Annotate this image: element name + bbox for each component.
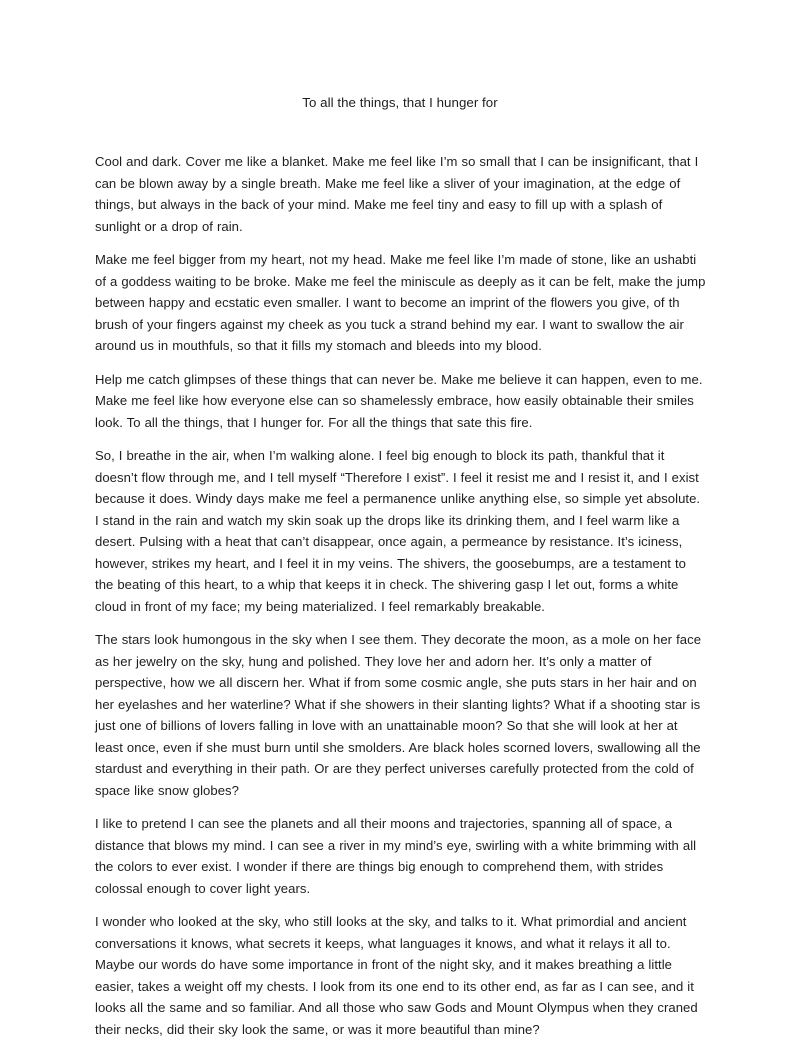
paragraph-7: I wonder who looked at the sky, who still looks at the sky, and talks to it. What primordial and ancient conversations it knows, what secrets it keeps, what languages it knows, and what it relays it all to. Maybe our words do have some importance in front of the night sky, and it makes breathing a little easier, takes a weight off my chests. I look from its one end to its other end, as far as I can see, and it looks all the same and so familiar. And all those who saw Gods and Mount Olympus when they craned their necks, did their sky look the same, or was it more beautiful than mine? xyxy=(95,914,698,1037)
paragraph-3: Help me catch glimpses of these things that can never be. Make me believe it can happen, even to me. Make me feel like how everyone else can so shamelessly embrace, how easily obtainable their smiles look. To all the things, that I hunger for. For all the things that sate this fire. xyxy=(95,371,703,430)
paragraph-2: Make me feel bigger from my heart, not my head. Make me feel like I’m made of stone, like an ushabti of a goddess waiting to be broke. Make me feel the miniscule as deeply as it can be felt, make the jump between happy and ecstatic even smaller. I want to become an imprint of the flowers you give, of th brush of your fingers against my cheek as you tuck a strand behind my ear. I want to swallow the air around us in mouthfuls, so that it fills my stomach and bleeds into my blood. xyxy=(95,252,706,353)
paragraph-5: The stars look humongous in the sky when I see them. They decorate the moon, as a mole on her face as her jewelry on the sky, hung and polished. They love her and adorn her. It’s only a matter of perspective, how we all discern her. What if from some cosmic angle, she puts stars in her hair and on her eyelashes and her waterline? What if she showers in their slanting lights? What if a shooting star is just one of billions of lovers falling in love with an unattainable moon? So that she will look at her at least once, even if she must burn until she smolders. Are black holes scorned lovers, swallowing all the stardust and everything in their path. Or are they perfect universes carefully protected from the cold of space like snow globes? xyxy=(95,632,702,798)
paragraph-4: So, I breathe in the air, when I’m walking alone. I feel big enough to block its path, thankful that it doesn’t flow through me, and I tell myself “Therefore I exist”. I feel it resist me and I resist it, and I exist because it does. Windy days make me feel a permanence unlike anything else, so simple yet absolute. I stand in the rain and watch my skin soak up the drops like its drinking them, and I feel warm like a desert. Pulsing with a heat that can’t disappear, once again, a permeance by resistance. It’s iciness, however, strikes my heart, and I feel it in my veins. The shivers, the goosebumps, are a testament to the beating of this heart, to a whip that keeps it in check. The shivering gasp I let out, forms a white cloud in front of my face; my being materialized. I feel remarkably breakable. xyxy=(95,448,701,614)
document-title: To all the things, that I hunger for xyxy=(302,95,498,110)
paragraph-1: Cool and dark. Cover me like a blanket. Make me feel like I’m so small that I can be insignificant, that I can be blown away by a single breath. Make me feel like a sliver of your imagination, at the edge of things, but always in the back of your mind. Make me feel tiny and easy to fill up with a splash of sunlight or a drop of rain. xyxy=(95,154,699,234)
document-body xyxy=(95,151,707,1052)
paragraph-6: I like to pretend I can see the planets and all their moons and trajectories, spanning all of space, a distance that blows my mind. I can see a river in my mind’s eye, swirling with a white brimming with all the colors to ever exist. I wonder if there are things big enough to comprehend them, with strides colossal enough to cover light years. xyxy=(95,816,697,896)
